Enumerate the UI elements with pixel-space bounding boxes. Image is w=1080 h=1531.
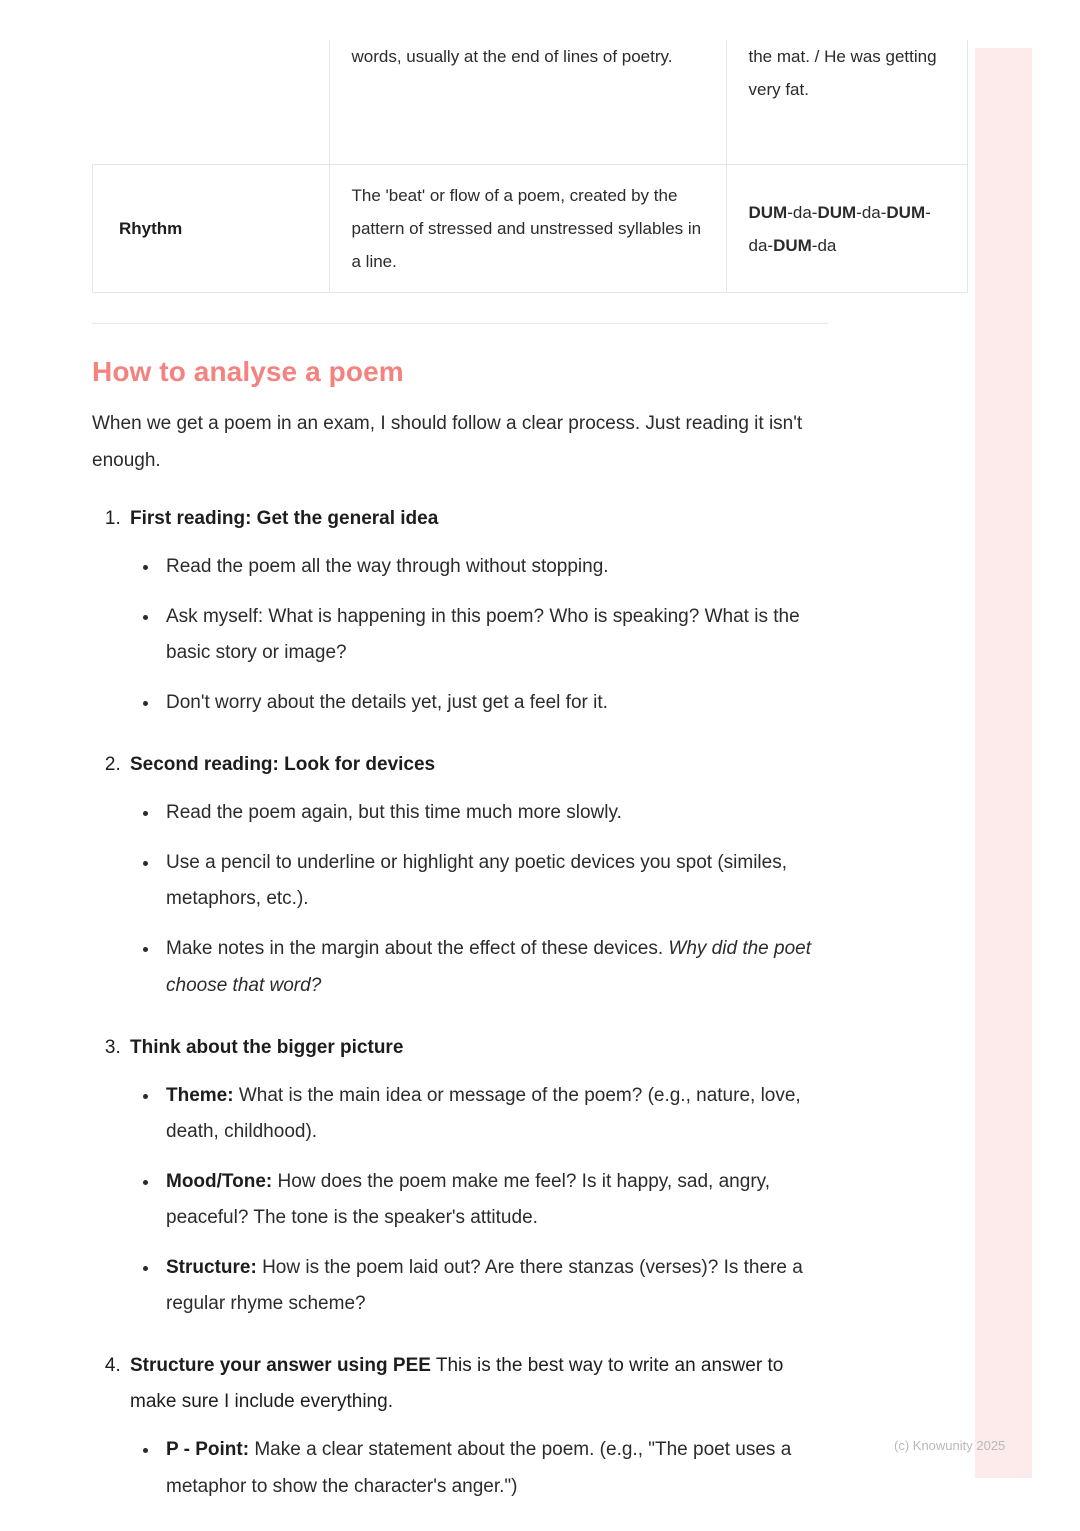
list-item <box>126 501 828 721</box>
bullet-text: Ask myself: What is happening in this poem? Who is speaking? What is the basic story or image? <box>166 605 800 663</box>
list-item <box>160 1078 828 1150</box>
bullet-text: Read the poem all the way through without stopping. <box>166 555 609 577</box>
bullet-lead: Mood/Tone: <box>166 1170 273 1192</box>
table-cell-example: the mat. / He was getting very fat. <box>726 40 967 165</box>
list-item <box>160 1250 828 1322</box>
bullet-lead: Theme: <box>166 1084 234 1106</box>
sub-list <box>130 1432 828 1504</box>
bullet-text: How does the poem make me feel? Is it happy, sad, angry, peaceful? The tone is the speaker's attitude. <box>166 1170 771 1229</box>
list-item <box>160 549 828 585</box>
bullet-text: Read the poem again, but this time much more slowly. <box>166 802 622 824</box>
poetry-terms-table <box>92 40 968 293</box>
step-title: Second reading: Look for devices <box>130 754 436 776</box>
list-item <box>160 599 828 671</box>
table-row <box>93 165 968 293</box>
step-after: This is the best way to write an answer to make sure I include everything. <box>130 1355 784 1413</box>
bullet-text: What is the main idea or message of the poem? (e.g., nature, love, death, childhood). <box>166 1084 801 1142</box>
sub-list <box>130 549 828 721</box>
stressed-syllable: DUM <box>748 202 788 222</box>
table-cell-example: DUM-da-DUM-da-DUM-da-DUM-da <box>726 165 967 293</box>
table-row <box>93 40 968 165</box>
bullet-text: Use a pencil to underline or highlight any poetic devices you spot (similes, metaphors, etc.). <box>166 852 787 910</box>
document-content <box>92 40 937 1531</box>
step-title: Think about the bigger picture <box>130 1036 404 1058</box>
table-cell-definition: The 'beat' or flow of a poem, created by the pattern of stressed and unstressed syllables in a line. <box>329 165 726 293</box>
list-item <box>126 1348 828 1504</box>
step-title: First reading: Get the general idea <box>130 507 439 529</box>
bullet-text: Don't worry about the details yet, just get a feel for it. <box>166 691 608 713</box>
list-item <box>160 1432 828 1504</box>
stressed-syllable: DUM <box>817 202 857 222</box>
bullet-lead: P - Point: <box>166 1439 250 1461</box>
list-item <box>160 1164 828 1236</box>
table-cell-term: Rhythm <box>93 165 330 293</box>
bullet-text: Make a clear statement about the poem. (e.g., "The poet uses a metaphor to show the character's anger.") <box>166 1439 792 1497</box>
bullet-text: How is the poem laid out? Are there stanzas (verses)? Is there a regular rhyme scheme? <box>166 1257 803 1315</box>
list-item <box>126 747 828 1004</box>
section-divider <box>92 323 828 324</box>
list-item <box>160 931 828 1003</box>
sub-list <box>130 1078 828 1323</box>
stressed-syllable: DUM <box>773 235 812 255</box>
watermark: (c) Knowunity 2025 <box>894 1438 1006 1453</box>
sub-list <box>130 795 828 1003</box>
intro-paragraph: When we get a poem in an exam, I should follow a clear process. Just reading it isn't enough. <box>92 413 803 471</box>
bullet-italic-note: Why did the poet choose that word? <box>166 938 811 996</box>
decorative-side-strip <box>975 48 1032 1478</box>
steps-list <box>92 501 828 1505</box>
step-title: Structure your answer using PEE <box>130 1355 431 1377</box>
bullet-text: Make notes in the margin about the effect of these devices. <box>166 938 669 960</box>
list-item <box>126 1030 828 1323</box>
stressed-syllable: DUM <box>886 202 926 222</box>
bullet-lead: Structure: <box>166 1257 257 1279</box>
list-item <box>160 685 828 721</box>
page-title: How to analyse a poem <box>92 356 404 388</box>
list-item <box>160 845 828 917</box>
table-cell-definition: words, usually at the end of lines of poetry. <box>329 40 726 165</box>
table-cell-term <box>93 40 330 165</box>
list-item <box>160 795 828 831</box>
